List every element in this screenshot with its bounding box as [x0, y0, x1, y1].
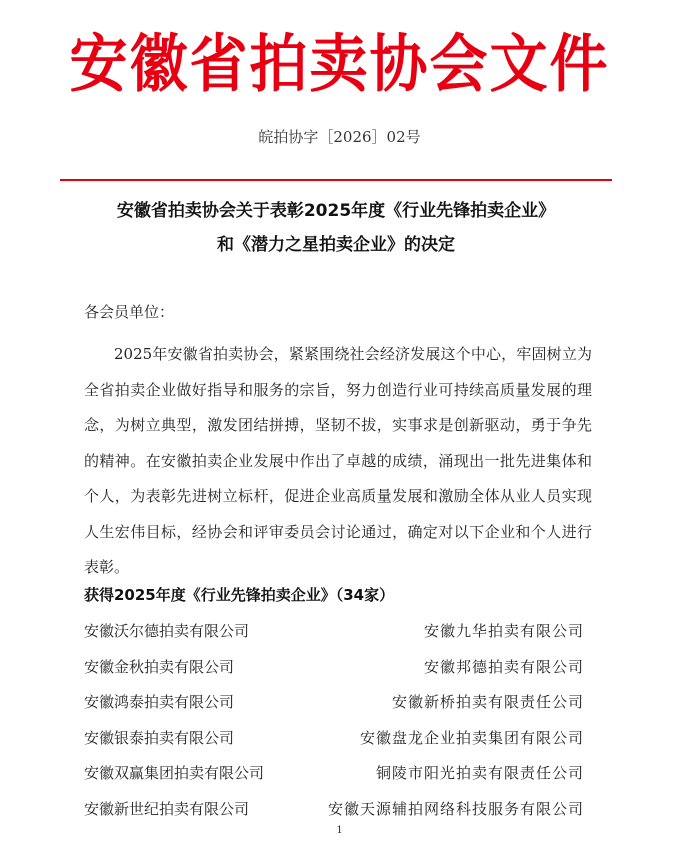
company-name-right: 安徽新桥拍卖有限责任公司 — [391, 693, 584, 711]
company-name-left: 安徽鸿泰拍卖有限公司 — [84, 693, 235, 711]
document-number: 皖拍协字［2026］02号 — [258, 128, 421, 146]
company-name-right: 安徽邦德拍卖有限公司 — [423, 657, 584, 676]
company-name-left: 安徽金秋拍卖有限公司 — [84, 657, 235, 676]
company-row — [84, 656, 584, 692]
salutation: 各会员单位： — [84, 303, 175, 321]
company-name-right: 安徽九华拍卖有限公司 — [423, 622, 584, 640]
company-list — [84, 620, 584, 833]
body-paragraph: 2025年安徽省拍卖协会，紧紧围绕社会经济发展这个中心，牢固树立为全省拍卖企业做好指导和服务的宗旨，努力创造行业可持续高质量发展的理念，为树立典型，激发团结拼搏，坚韧不拔，实事求是创新驱动，勇于争先的精神。在安徽拍卖企业发展中作出了卓越的成绩，涌现出一批先进集体和个人，为表彰先进树立标杆，促进企业高质量发展和激励全体从业人员实现人生宏伟目标，经协会和评审委员会讨论通过，确定对以下企业和个人进行表彰。 — [84, 345, 592, 576]
red-divider — [60, 179, 612, 181]
section-heading: 获得2025年度《行业先锋拍卖企业》（34家） — [84, 586, 395, 604]
company-row — [84, 727, 584, 763]
company-name-left: 安徽银泰拍卖有限公司 — [84, 728, 235, 747]
company-row — [84, 620, 584, 656]
page-number: 1 — [336, 825, 343, 836]
company-name-right: 安徽盘龙企业拍卖集团有限公司 — [359, 728, 584, 747]
company-row — [84, 762, 584, 798]
company-name-right: 铜陵市阳光拍卖有限责任公司 — [375, 764, 584, 782]
document-title-line-2: 和《潜力之星拍卖企业》的决定 — [217, 235, 455, 255]
company-row — [84, 691, 584, 727]
document-title-line-1: 安徽省拍卖协会关于表彰2025年度《行业先锋拍卖企业》 — [116, 201, 556, 221]
masthead-title: 安徽省拍卖协会文件 — [69, 27, 610, 101]
company-name-left: 安徽沃尔德拍卖有限公司 — [84, 622, 250, 640]
company-name-right: 安徽天源辅拍网络科技服务有限公司 — [327, 799, 584, 818]
company-name-left: 安徽新世纪拍卖有限公司 — [84, 799, 250, 818]
company-name-left: 安徽双赢集团拍卖有限公司 — [84, 764, 265, 782]
